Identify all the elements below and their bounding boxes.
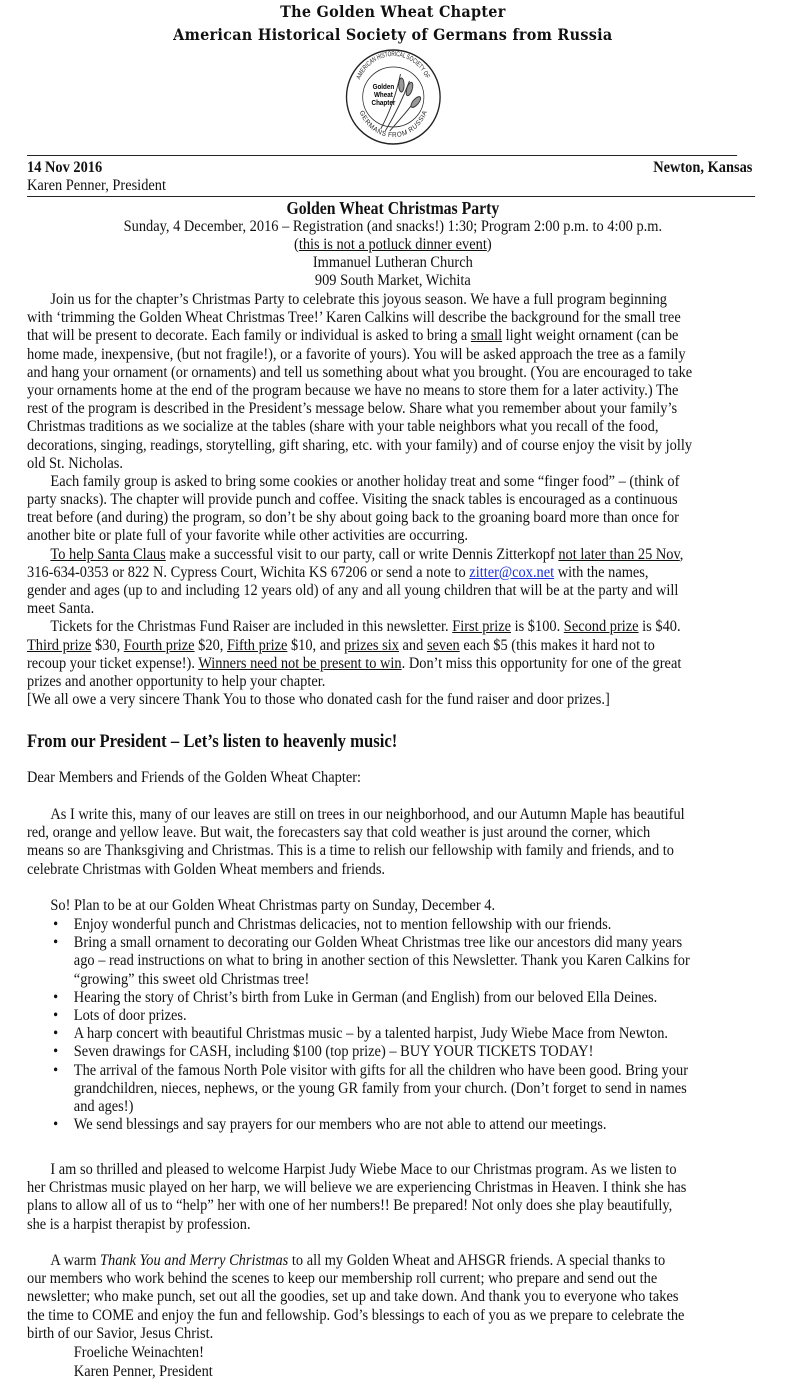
seal-bottom-text: GERMANS FROM RUSSIA — [357, 109, 429, 140]
text-segment: plans to allow all of us to “help” her with one of her numbers!! Be prepared! Not only does she play beautifully, — [27, 1197, 673, 1215]
bullet-icon: • — [53, 916, 59, 933]
text-segment: As I write this, many of our leaves are still on trees in our neighborhood, and our Autumn Maple has beautiful — [50, 806, 685, 823]
text-line — [27, 346, 692, 364]
text-segment: light weight ornament (can be — [502, 327, 679, 345]
underlined-text: small — [470, 327, 503, 345]
bullet-text — [74, 1062, 783, 1117]
text-segment: recoup your ticket expense!). — [27, 654, 199, 672]
underlined-text: To help Santa Claus — [50, 545, 166, 563]
text-line — [27, 1179, 686, 1197]
text-segment: another bite or plate full of your favorite while other activities are occurring. — [27, 527, 469, 545]
party-description — [27, 291, 692, 709]
text-segment: with ‘trimming the Golden Wheat Christmas Tree!’ Karen Calkins will describe the background for the small tree — [27, 309, 681, 327]
signature: Karen Penner, President — [73, 1363, 213, 1380]
text-line — [27, 1307, 684, 1325]
text-segment: make a successful visit to our party, call or write Dennis Zitterkopf — [165, 545, 559, 563]
text-line — [27, 824, 685, 842]
bullet-line: The arrival of the famous North Pole visitor with gifts for all the children who have been good. Bring your — [73, 1061, 689, 1079]
bullet-icon: • — [53, 1061, 59, 1079]
paragraph — [27, 691, 692, 709]
bullet-item — [27, 1043, 783, 1061]
text-line — [27, 842, 685, 860]
text-segment: the time to COME and enjoy the fun and fellowship. God’s blessings to each of you as we prepare to celebrate the — [27, 1306, 685, 1324]
bullet-text — [74, 1007, 783, 1025]
text-segment: , — [679, 545, 684, 563]
text-segment: means so are Thanksgiving and Christmas. This is a time to relish our fellowship with family and friends, and to — [27, 842, 674, 860]
bullet-line: Hearing the story of Christ’s birth from Luke in German (and English) from our beloved Ella Deines. — [73, 988, 658, 1006]
text-segment: that will be present to decorate. Each family or individual is asked to bring a — [27, 327, 471, 345]
seal-center-text-2: Wheat — [373, 91, 393, 100]
text-segment: Christmas traditions as we socialize at the tables (share with your table neighbors what you recall of the food, — [27, 418, 659, 436]
bullet-item — [27, 989, 783, 1007]
underlined-text: not later than 25 Nov — [558, 545, 680, 563]
text-line — [27, 1325, 684, 1343]
svg-text:GERMANS FROM RUSSIA — [358, 109, 429, 139]
underlined-text: prizes six — [344, 636, 399, 654]
underlined-text: First prize — [452, 618, 512, 636]
text-segment: and — [398, 636, 427, 654]
text-line — [27, 673, 692, 691]
text-segment: . Don’t miss this opportunity for one of the great — [401, 654, 682, 672]
text-segment: meet Santa. — [27, 600, 95, 618]
text-segment: rest of the program is described in the President’s message below. Share what you remember about your family’s — [27, 400, 678, 418]
bullet-icon: • — [53, 1006, 59, 1024]
underlined-text: Fourth prize — [123, 636, 195, 654]
bullet-item — [27, 1116, 783, 1134]
text-segment: her Christmas music played on her harp, we will believe we are experiencing Christmas in Heaven. I think she has — [27, 1179, 687, 1197]
text-segment: celebrate Christmas with Golden Wheat members and friends. — [27, 860, 386, 878]
bullet-icon: • — [53, 1043, 59, 1061]
bullet-line: We send blessings and say prayers for our members who are not able to attend our meetings. — [73, 1116, 607, 1134]
text-line — [27, 655, 692, 673]
seal-outer-ring — [347, 50, 441, 144]
newsletter-president: Karen Penner, President — [27, 177, 166, 194]
text-segment: with the names, — [554, 563, 649, 581]
salutation: Dear Members and Friends of the Golden Wheat Chapter: — [27, 769, 362, 786]
text-segment: decorations, singing, readings, storytelling, gift sharing, etc. with your family) and of course enjoy the visit by jolly — [27, 436, 693, 454]
text-line — [27, 1216, 686, 1234]
text-line — [27, 455, 692, 473]
seal-center-text-1: Golden — [372, 83, 395, 92]
closing-greeting: Froeliche Weinachten! — [73, 1344, 204, 1361]
chapter-title: The Golden Wheat Chapter — [280, 2, 506, 21]
bullet-line: ago – read instructions on what to bring in another section of this Newsletter. Thank you Karen Calkins for — [73, 952, 690, 970]
text-line — [27, 364, 692, 382]
text-segment: Sunday, 4 December, 2016 – Registration (and snacks!) 1:30; Program 2:00 p.m. to 4:00 p.m. — [123, 218, 663, 235]
bullet-item — [27, 916, 783, 934]
newsletter-location: Newton, Kansas — [653, 159, 753, 176]
italic-text: Thank You and Merry Christmas — [99, 1252, 289, 1269]
bullet-icon: • — [53, 1116, 59, 1134]
bullet-text — [74, 934, 783, 989]
text-line — [27, 691, 692, 709]
text-segment: to all my Golden Wheat and AHSGR friends. A special thanks to — [288, 1252, 666, 1269]
text-segment: she is a harpist therapist by profession. — [27, 1215, 251, 1233]
header-divider-2 — [27, 196, 755, 197]
bullet-line: Seven drawings for CASH, including $100 (top prize) – BUY YOUR TICKETS TODAY! — [73, 1043, 594, 1061]
text-line — [27, 327, 692, 345]
bullet-line: and ages!) — [73, 1097, 134, 1115]
text-segment: Tickets for the Christmas Fund Raiser are included in this newsletter. — [50, 618, 453, 636]
bullet-icon: • — [53, 988, 59, 1006]
underlined-text: Second prize — [563, 618, 639, 636]
bullet-text — [74, 1116, 783, 1134]
bullet-line: Enjoy wonderful punch and Christmas delicacies, not to mention fellowship with our friends. — [73, 916, 612, 933]
text-line — [27, 291, 692, 309]
bullet-text — [74, 1025, 783, 1043]
text-line — [27, 527, 692, 545]
seal-inner-ring — [363, 67, 424, 127]
paragraph — [27, 618, 692, 691]
paragraph — [27, 291, 692, 473]
underlined-text: Winners need not be present to win — [198, 654, 402, 672]
text-segment: birth of our Savior, Jesus Christ. — [27, 1324, 214, 1342]
text-line — [27, 1270, 684, 1288]
underlined-text: Third prize — [27, 636, 92, 654]
header-divider — [27, 155, 737, 156]
bullet-icon: • — [53, 1025, 59, 1043]
text-segment: [We all owe a very sincere Thank You to those who donated cash for the fund raiser and door prizes.] — [27, 691, 610, 709]
text-segment: treat before (and during) the program, so don’t be shy about going back to the groaning board more than once for — [27, 509, 679, 527]
society-seal-logo — [345, 49, 442, 145]
text-line — [27, 400, 692, 418]
text-line — [27, 600, 692, 618]
text-line — [0, 272, 786, 290]
text-line — [27, 546, 692, 564]
text-line — [27, 418, 692, 436]
text-line — [0, 254, 786, 272]
bullet-text — [74, 1043, 783, 1061]
bullet-line: grandchildren, nieces, nephews, or the young GR family from your church. (Don’t forget to send in names — [73, 1079, 687, 1097]
party-title: Golden Wheat Christmas Party — [286, 198, 500, 218]
text-segment: Join us for the chapter’s Christmas Party to celebrate this joyous season. We have a full program beginning — [50, 291, 667, 308]
text-segment: ) — [486, 236, 492, 253]
party-details — [0, 218, 786, 290]
seal-top-text: AMERICAN HISTORICAL SOCIETY OF — [355, 50, 432, 81]
text-segment: is $40. — [638, 618, 681, 636]
seal-center-text-3: Chapter — [371, 99, 396, 108]
text-segment: newsletter; who make punch, set out all the goodies, set up and take down. And thank you to everyone who takes — [27, 1288, 679, 1306]
text-segment: red, orange and yellow leave. But wait, the forecasters say that cold weather is just around the corner, which — [27, 824, 651, 842]
paragraph — [27, 546, 692, 619]
president-paragraph-2 — [27, 1161, 686, 1234]
text-segment: gender and ages (up to and including 12 years old) of any and all young children that will be at the party and will — [27, 582, 679, 599]
text-segment: 909 South Market, Wichita — [314, 272, 471, 289]
text-segment: Each family group is asked to bring some cookies or another holiday treat and some “finger food” – (think of — [50, 472, 680, 490]
text-line — [27, 861, 685, 879]
society-title: American Historical Society of Germans from Russia — [173, 25, 613, 44]
president-paragraph-1 — [27, 806, 685, 879]
bullet-item — [27, 1062, 783, 1117]
text-line — [27, 564, 692, 582]
email-link[interactable]: zitter@cox.net — [469, 563, 555, 581]
bullet-text — [74, 916, 783, 934]
newsletter-date: 14 Nov 2016 — [27, 159, 103, 176]
text-line — [0, 218, 786, 236]
bullet-line: A harp concert with beautiful Christmas music – by a talented harpist, Judy Wiebe Mace from Newton. — [73, 1025, 669, 1043]
text-segment: A warm — [50, 1252, 100, 1269]
bullet-item — [27, 1007, 783, 1025]
bullet-icon: • — [53, 934, 59, 952]
text-line — [27, 1161, 686, 1179]
text-segment: 316-634-0353 or 822 N. Cypress Court, Wichita KS 67206 or send a note to — [27, 563, 470, 581]
text-line — [27, 1288, 684, 1306]
svg-text:AMERICAN HISTORICAL SOCIETY OF — [356, 51, 431, 81]
president-heading: From our President – Let’s listen to heavenly music! — [27, 732, 398, 752]
text-segment: I am so thrilled and pleased to welcome Harpist Judy Wiebe Mace to our Christmas program. As we listen to — [50, 1161, 677, 1178]
text-segment: $10, and — [287, 636, 345, 654]
text-line — [27, 437, 692, 455]
text-line — [27, 309, 692, 327]
text-segment: your ornaments home at the end of the program because we have no means to store them for a later activity.) The — [27, 381, 679, 399]
bullet-line: Lots of door prizes. — [73, 1006, 187, 1024]
text-segment: Immanuel Lutheran Church — [312, 254, 473, 271]
bullet-item — [27, 1025, 783, 1043]
text-segment: old St. Nicholas. — [27, 454, 124, 472]
underlined-text: this is not a potluck dinner event — [298, 236, 487, 253]
text-line — [0, 236, 786, 254]
bullet-text — [74, 989, 783, 1007]
text-segment: $20, — [194, 636, 227, 654]
text-segment: party snacks). The chapter will provide punch and coffee. Visiting the snack tables is encouraged as a continuous — [27, 491, 678, 509]
text-line — [27, 582, 692, 600]
text-line — [27, 637, 692, 655]
text-line — [27, 1197, 686, 1215]
president-paragraph-3 — [27, 1252, 684, 1343]
text-segment: our members who work behind the scenes to keep our membership roll current; who prepare and send out the — [27, 1270, 658, 1288]
text-segment: $30, — [91, 636, 124, 654]
text-segment: ( — [294, 236, 299, 253]
plan-line: So! Plan to be at our Golden Wheat Christmas party on Sunday, December 4. — [50, 897, 496, 914]
text-line — [27, 618, 692, 636]
bullet-line: Bring a small ornament to decorating our Golden Wheat Christmas tree like our ancestors did many years — [73, 934, 683, 952]
paragraph — [27, 473, 692, 546]
text-segment: is $100. — [511, 618, 564, 636]
text-segment: and hang your ornament (or ornaments) and tell us something about what you brought. (You are encouraged to take — [27, 363, 693, 381]
text-segment: each $5 (this makes it hard not to — [459, 636, 655, 654]
underlined-text: seven — [426, 636, 460, 654]
text-line — [27, 473, 692, 491]
text-line — [27, 509, 692, 527]
text-line — [27, 806, 685, 824]
text-line — [27, 1252, 684, 1270]
text-line — [27, 491, 692, 509]
text-line — [27, 382, 692, 400]
program-bullet-list — [27, 916, 783, 1134]
text-segment: prizes and another opportunity to help your chapter. — [27, 672, 326, 690]
text-segment: home made, inexpensive, (but not fragile!), or a favorite of yours). You will be asked approach the tree as a family — [27, 345, 686, 363]
bullet-item — [27, 934, 783, 989]
bullet-line: “growing” this sweet old Christmas tree! — [73, 970, 310, 988]
underlined-text: Fifth prize — [226, 636, 288, 654]
